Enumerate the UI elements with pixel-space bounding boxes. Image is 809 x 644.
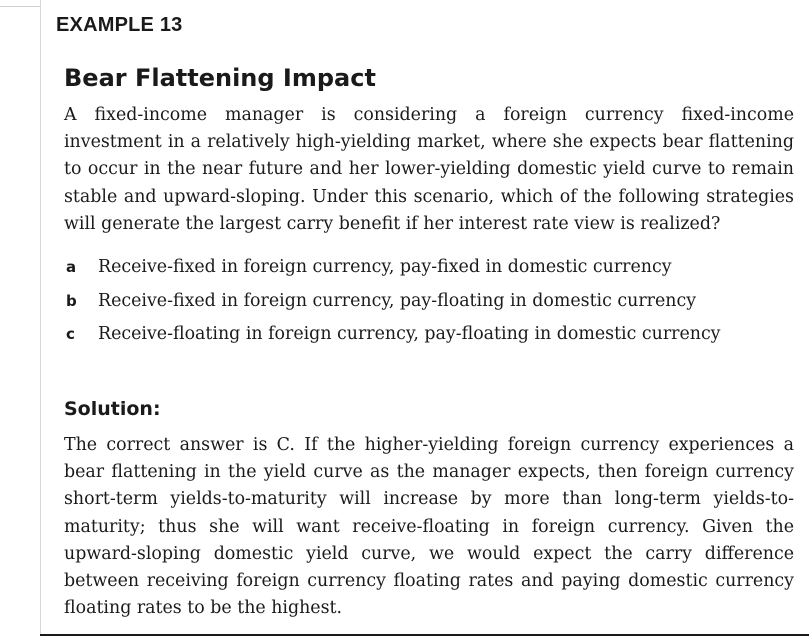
option-letter: a [66,258,77,276]
option-letter: b [66,291,77,310]
top-corner-rule [0,0,41,7]
option-b [64,288,794,322]
option-letter: c [66,325,75,343]
solution-heading: Solution: [64,398,161,420]
left-margin-rule [40,0,41,636]
option-text: Receive-floating in foreign currency, pay-floating in domestic currency [98,324,721,344]
bottom-rule [40,634,809,636]
answer-options [64,254,794,355]
option-text: Receive-fixed in foreign currency, pay-fixed in domestic currency [98,257,672,277]
question-text: A fixed-income manager is considering a foreign currency fixed-income investment in a relatively high-yielding market, where she expects bear flattening to occur in the near future and her lower-yielding domestic yield curve to remain stable and upward-sloping. Under this scenario, which of the following strategies will generate the largest carry benefit if her interest rate view is realized? [64,105,794,234]
option-c [64,321,794,355]
option-text: Receive-fixed in foreign currency, pay-floating in domestic currency [98,290,697,311]
solution-text: The correct answer is C. If the higher-yielding foreign currency experiences a bear flattening in the yield curve as the manager expects, then foreign currency short-term yields-to-maturity will increase by more than long-term yields-to-maturity; thus she will want receive-floating in foreign currency. Given the upward-sloping domestic yield curve, we would expect the carry difference between receiving foreign currency floating rates and paying domestic currency floating rates to be the highest. [64,435,794,619]
example-title: Bear Flattening Impact [64,64,376,92]
example-label: EXAMPLE 13 [56,14,183,36]
option-a [64,254,794,288]
